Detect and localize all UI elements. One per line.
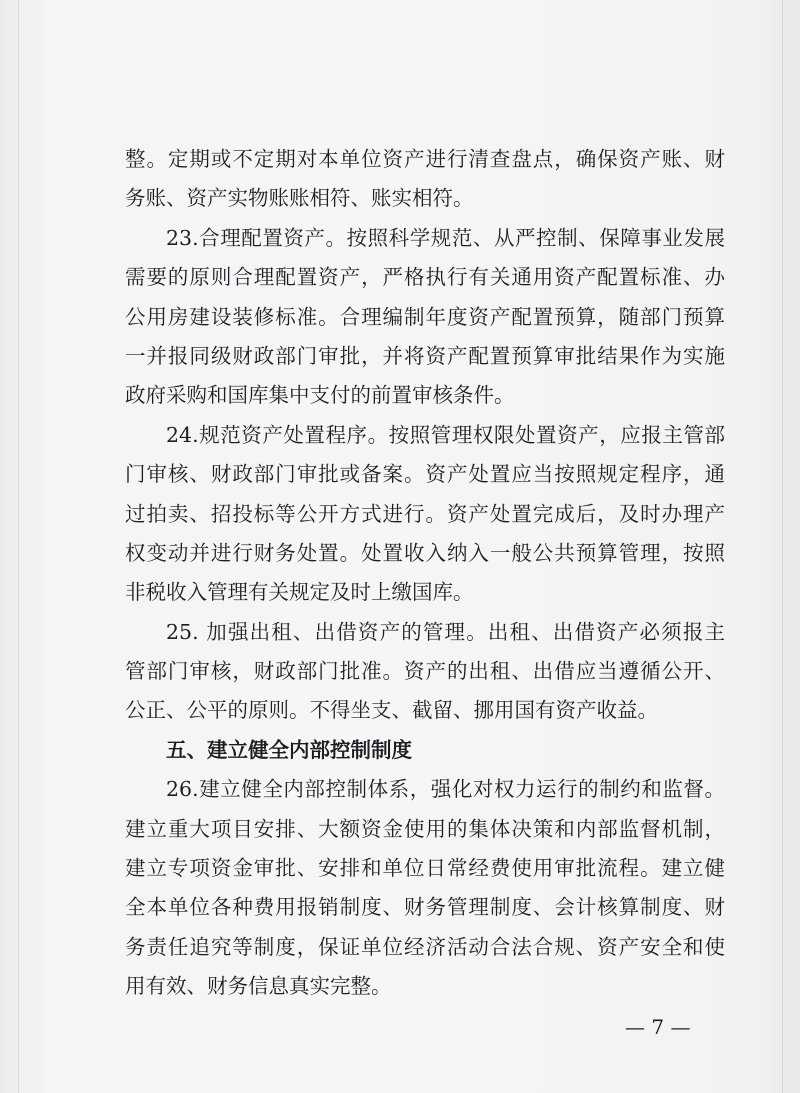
paper-edge-shadow: [782, 0, 783, 1093]
paragraph-line: 过拍卖、招投标等公开方式进行。资产处置完成后，及时办理产: [125, 501, 725, 526]
paragraph-line: 公用房建设装修标准。合理编制年度资产配置预算，随部门预算: [125, 304, 725, 329]
paper-edge-shadow: [18, 0, 19, 1093]
paragraph-first-line: 25. 加强出租、出借资产的管理。出租、出借资产必须报主: [166, 619, 725, 644]
paragraph-last-line: 政府采购和国库集中支付的前置审核条件。: [125, 383, 515, 408]
paragraph-line: 整。定期或不定期对本单位资产进行清查盘点，确保资产账、财: [125, 147, 725, 171]
paragraph-line: 建立重大项目安排、大额资金使用的集体决策和内部监督机制，: [125, 816, 725, 841]
paragraph-first-line: 23.合理配置资产。按照科学规范、从严控制、保障事业发展: [166, 225, 725, 250]
paragraph-line: 务责任追究等制度，保证单位经济活动合法合规、资产安全和使: [125, 934, 725, 959]
paragraph-line: 一并报同级财政部门审批，并将资产配置预算审批结果作为实施: [125, 343, 725, 368]
paragraph-line: 需要的原则合理配置资产，严格执行有关通用资产配置标准、办: [125, 265, 725, 290]
paragraph-last-line: 用有效、财务信息真实完整。: [125, 974, 392, 999]
paragraph-line: 管部门审核，财政部门批准。资产的出租、出借应当遵循公开、: [125, 659, 725, 684]
paragraph-last-line: 公正、公平的原则。不得坐支、截留、挪用国有资产收益。: [125, 698, 658, 723]
paragraph-first-line: 24.规范资产处置程序。按照管理权限处置资产，应报主管部: [166, 422, 725, 447]
document-body: [125, 140, 725, 1007]
paragraph-first-line: 26.建立健全内部控制体系，强化对权力运行的制约和监督。: [166, 777, 725, 802]
section-heading: 五、建立健全内部控制制度: [166, 737, 412, 762]
paragraph-line: 全本单位各种费用报销制度、财务管理制度、会计核算制度、财: [125, 895, 725, 920]
paragraph-line: 建立专项资金审批、安排和单位日常经费使用审批流程。建立健: [125, 856, 725, 881]
paragraph-last-line: 务账、资产实物账账相符、账实相符。: [125, 186, 474, 211]
page-number: — 7 —: [625, 1015, 691, 1039]
paragraph-line: 权变动并进行财务处置。处置收入纳入一般公共预算管理，按照: [125, 540, 725, 565]
paragraph-last-line: 非税收入管理有关规定及时上缴国库。: [125, 580, 474, 605]
paragraph-line: 门审核、财政部门审批或备案。资产处置应当按照规定程序，通: [125, 462, 725, 487]
